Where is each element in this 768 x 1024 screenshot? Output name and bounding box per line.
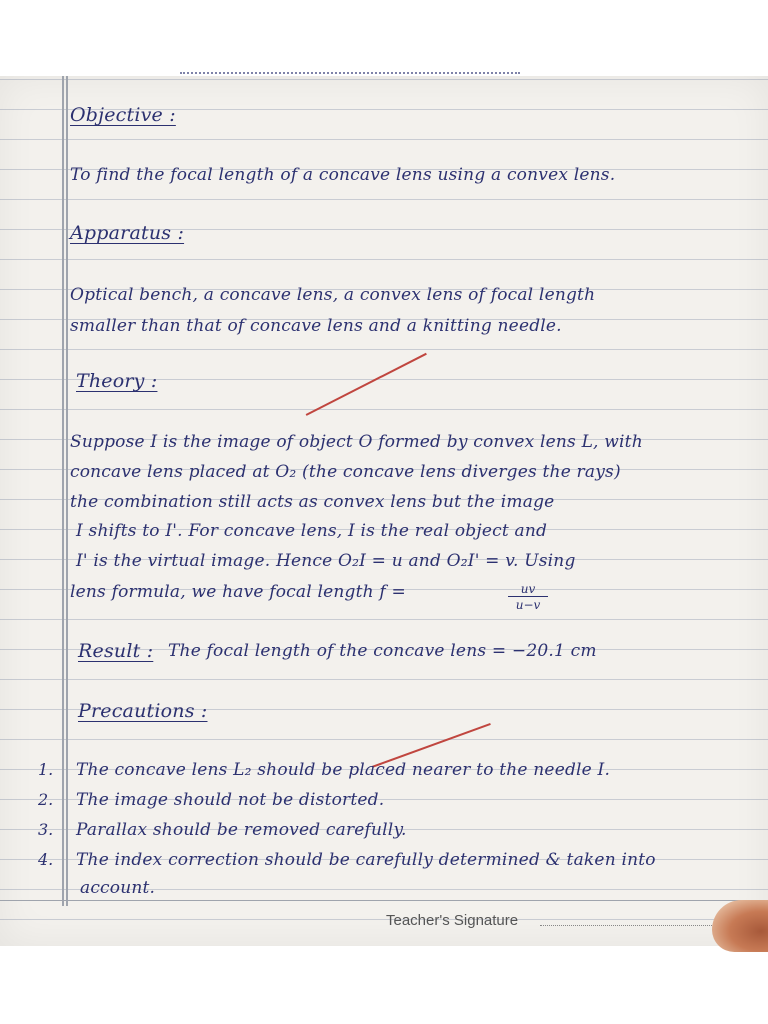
result-heading: Result : [78, 640, 154, 662]
theory-line: concave lens placed at O₂ (the concave lens diverges the rays) [70, 462, 621, 482]
objective-text: To find the focal length of a concave lens using a convex lens. [70, 165, 616, 185]
precautions-heading: Precautions : [78, 700, 208, 722]
precaution-number: 4. [38, 850, 54, 869]
precaution-continuation: account. [80, 878, 156, 898]
margin-line [62, 76, 64, 906]
signature-line [540, 925, 720, 926]
apparatus-line: smaller than that of concave lens and a knitting needle. [70, 316, 562, 336]
theory-line: lens formula, we have focal length f = [70, 582, 406, 602]
theory-heading: Theory : [76, 370, 158, 392]
theory-line: Suppose I is the image of object O formed by convex lens L, with [70, 432, 643, 452]
formula-numerator: uv [508, 582, 548, 597]
precaution-number: 1. [38, 760, 54, 779]
result-text: The focal length of the concave lens = −20.1 cm [168, 641, 597, 661]
margin-line-inner [66, 76, 68, 906]
bottom-rule [0, 900, 768, 901]
formula-denominator: u−v [515, 598, 541, 612]
precaution-item: The image should not be distorted. [76, 790, 385, 810]
signature-label: Teacher's Signature [386, 912, 519, 929]
top-dotted-rule [180, 68, 520, 74]
precaution-item: The concave lens L₂ should be placed nearer to the needle I. [76, 760, 611, 780]
thumb-image [712, 900, 768, 952]
theory-line: I shifts to I'. For concave lens, I is the real object and [76, 521, 548, 541]
apparatus-line: Optical bench, a concave lens, a convex lens of focal length [70, 285, 596, 305]
theory-line: I' is the virtual image. Hence O₂I = u and O₂I' = v. Using [76, 551, 576, 571]
objective-heading: Objective : [70, 104, 176, 126]
precaution-number: 3. [38, 820, 54, 839]
precaution-number: 2. [38, 790, 54, 809]
theory-line: the combination still acts as convex lens but the image [70, 492, 555, 512]
precaution-item: The index correction should be carefully determined & taken into [76, 850, 656, 870]
precaution-item: Parallax should be removed carefully. [76, 820, 407, 840]
apparatus-heading: Apparatus : [70, 222, 185, 244]
